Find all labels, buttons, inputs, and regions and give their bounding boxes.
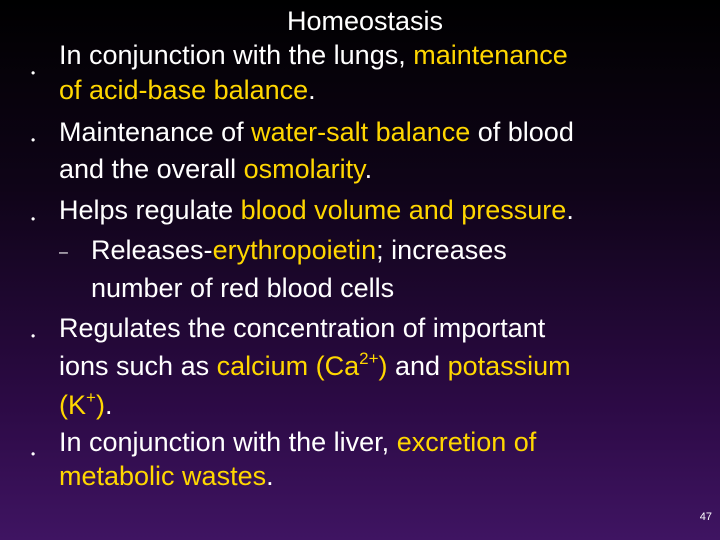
bullet-3-line-1: Helps regulate blood volume and pressure. (59, 195, 574, 225)
bullet-3-sub-line-1: Releases-erythropoietin; increases (91, 235, 507, 265)
sub-bullet-icon: – (59, 244, 68, 261)
bullet-icon: • (31, 329, 36, 343)
bullet-icon: • (31, 66, 36, 80)
bullet-5-line-2: metabolic wastes. (59, 461, 274, 491)
slide-title: Homeostasis (286, 6, 444, 36)
bullet-1-line-2: of acid-base balance. (59, 75, 316, 105)
bullet-5-line-1: In conjunction with the liver, excretion of (59, 427, 537, 457)
bullet-icon: • (31, 447, 36, 461)
page-number: 47 (699, 511, 712, 523)
bullet-4-line-2: ions such as calcium $(Ca^{2+})$ and potassium (59, 349, 571, 381)
bullet-2-line-1: Maintenance of water-salt balance of blood (59, 117, 574, 147)
bullet-1-line-1: In conjunction with the lungs, maintenance (59, 40, 568, 70)
bullet-2-line-2: and the overall osmolarity. (59, 154, 373, 184)
bullet-icon: • (31, 133, 36, 147)
bullet-3-sub-line-2: number of red blood cells (91, 273, 395, 303)
bullet-4-line-1: Regulates the concentration of important (59, 313, 546, 343)
bullet-icon: • (31, 212, 36, 226)
bullet-4-line-3: (K+). (59, 388, 113, 420)
